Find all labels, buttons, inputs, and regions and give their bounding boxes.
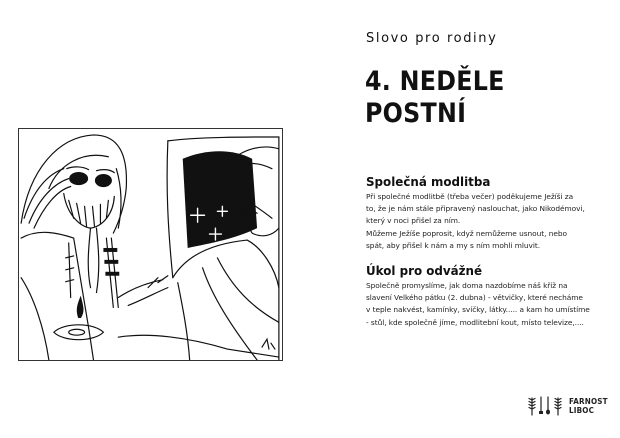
logo-line-2: LIBOC (569, 406, 595, 415)
logo-text (569, 397, 608, 415)
title-line-1: 4. NEDĚLE (365, 66, 505, 97)
section-task-for-brave (366, 263, 606, 329)
page-title (365, 66, 576, 130)
section-line: Můžeme Ježíše poprosit, když nemůžeme usnout, nebo (366, 228, 567, 238)
section-line: Při společné modlitbě (třeba večer) poděkujeme Ježíši za (366, 192, 574, 201)
illustration-jesus-nicodemus (18, 128, 283, 361)
wheat-and-candles-icon (527, 396, 565, 416)
subtitle: Slovo pro rodiny (366, 31, 498, 46)
section-heading: Úkol pro odvážné (366, 263, 483, 278)
section-line: Společně promyslíme, jak doma nazdobíme náš kříž na (366, 281, 568, 290)
section-line: slavení Velkého pátku (2. dubna) - větvičky, které necháme (366, 293, 583, 303)
section-line: spát, aby přišel k nám a my s ním mohli mluvit. (366, 240, 540, 250)
section-common-prayer (366, 174, 606, 252)
logo-line-1: FARNOST (569, 397, 608, 406)
section-line: to, že je nám stále připravený naslouchat, jako Nikodémovi, (366, 204, 585, 214)
parish-logo (527, 396, 612, 416)
section-heading: Společná modlitba (366, 174, 491, 189)
section-line: který v noci přišel za ním. (366, 216, 461, 226)
section-line: v teple nakvést, kamínky, svíčky, látky..... a kam ho umístíme (366, 305, 590, 315)
section-line: - stůl, kde společně jíme, modlitební kout, místo televize,.... (366, 317, 584, 327)
line-drawing-illustration (19, 129, 282, 360)
title-line-2: POSTNÍ (365, 98, 467, 129)
